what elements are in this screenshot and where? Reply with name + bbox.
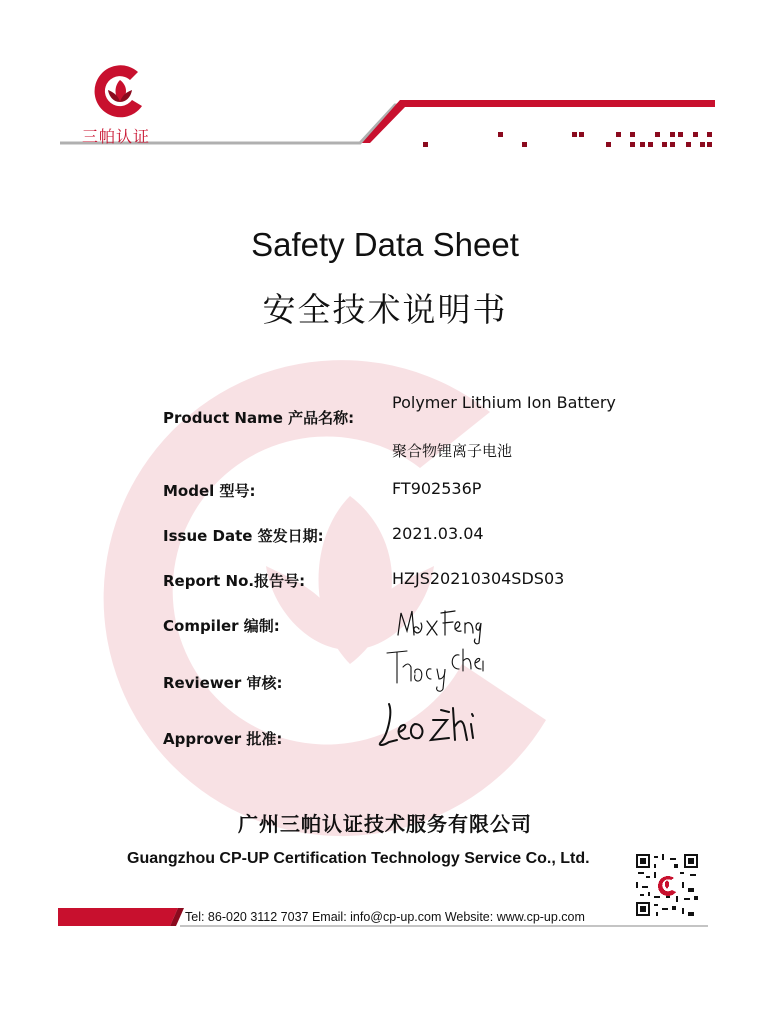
product-name-value-cn: 聚合物锂离子电池 [392,442,513,460]
company-name-chinese: 广州三帕认证技术服务有限公司 [238,812,532,836]
compiler-label: Compiler 编制: [163,617,280,635]
approver-signature [375,700,480,750]
reviewer-signature [385,645,485,695]
compiler-signature [395,605,485,645]
logo-text: 三帕认证 [82,127,151,146]
reviewer-label: Reviewer 审核: [163,674,283,692]
title-chinese: 安全技术说明书 [262,290,508,329]
title-english: Safety Data Sheet [251,226,519,263]
product-name-label: Product Name 产品名称: [163,409,355,427]
issue-date-label: Issue Date 签发日期: [163,527,324,545]
cp-up-logo-icon [80,60,160,120]
product-name-value-en: Polymer Lithium Ion Battery [392,393,616,412]
approver-label: Approver 批准: [163,730,283,748]
model-value: FT902536P [392,479,482,498]
model-label: Model 型号: [163,482,256,500]
report-no-value: HZJS20210304SDS03 [392,569,565,588]
report-no-label: Report No.报告号: [163,572,306,590]
issue-date-value: 2021.03.04 [392,524,484,543]
footer-contact-text: Tel: 86-020 3112 7037 Email: info@cp-up.com Website: www.cp-up.com [185,910,585,924]
company-name-english: Guangzhou CP-UP Certification Technology Service Co., Ltd. [127,850,590,867]
